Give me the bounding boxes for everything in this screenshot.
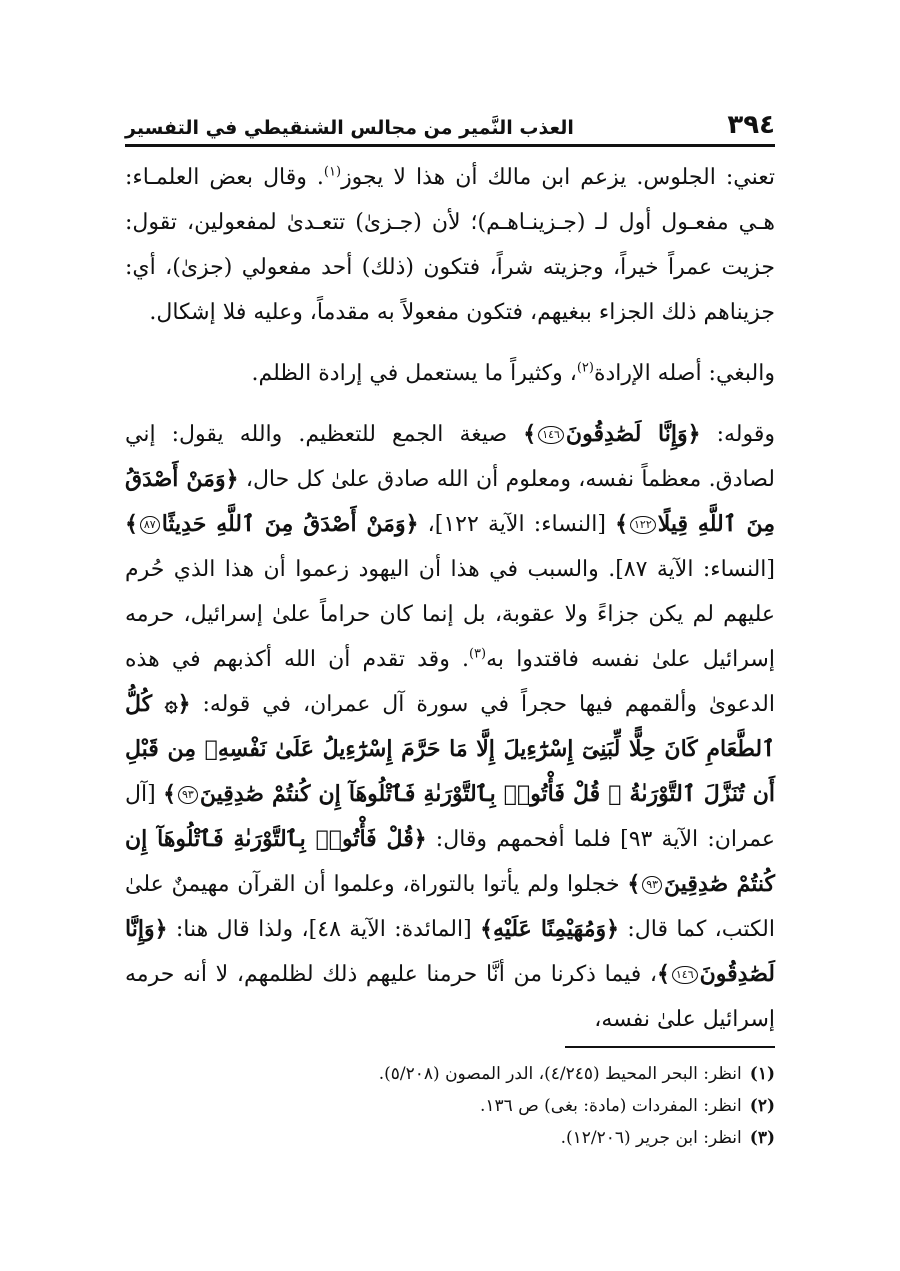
running-title: العذب النَّمير من مجالس الشنقيطي في التفسير [125,117,574,139]
body-text-run: [آل عمران: الآية ٩٣] فلما أفحمهم وقال: [125,782,775,852]
quran-verse: ﴾ [627,871,641,897]
footnote [125,1090,775,1122]
quran-verse: ﴾ [615,511,629,537]
quran-verse: ﴿وَمَنْ أَصْدَقُ مِنَ ٱللَّهِ حَدِيثًا [161,511,419,537]
quran-verse: ﴾ [125,511,138,537]
body-text-run: ، وكثيراً ما يستعمل في إرادة الظلم. [251,361,577,386]
body-text-run: . وقد تقدم أن الله أكذبهم في هذه الدعوىٰ وألقمهم فيها حجراً في سورة آل عمران، في قوله: [125,647,776,717]
ayah-number-mark: ١٢٢ [630,516,656,534]
body-text-run: خجلوا ولم يأتوا بالتوراة، وعلموا أن القرآن مهيمنٌ علىٰ الكتب، كما قال: [125,872,775,942]
footnote-reference: (٢) [576,360,594,376]
ayah-number-mark: ١٤٦ [672,966,698,984]
quran-verse: ﴿۞ كُلُّ ٱلطَّعَامِ كَانَ حِلًّا لِّبَنِىٓ إِسْرَٰٓءِيلَ إِلَّا مَا حَرَّمَ إِسْرَٰٓءِيلُ عَلَىٰ نَفْسِهِۦ مِن قَبْلِ أَن تُنَزَّلَ ٱلتَّوْرَىٰةُ ۗ قُلْ فَأْتُوا۟ بِٱلتَّوْرَىٰةِ فَٱتْلُوهَآ إِن كُنتُمْ صَٰدِقِينَ [125,691,775,807]
quran-verse: ﴿وَإِنَّا لَصَٰدِقُونَ [565,421,701,447]
quran-verse: ﴾ [657,961,670,987]
body-text-run: . وقال بعض العلمـاء: هـي مفعـول أول لـ (جـزينـاهـم)؛ لأن (جـزىٰ) تتعـدىٰ لمفعولين، تقول: جزيت عمراً خيراً، وجزيته شراً، فتكون (ذلك) أحد مفعولي (جزىٰ)، أي: جزيناهم ذلك الجزاء ببغيهم، فتكون مفعولاً به مقدماً، وعليه فلا إشكال. [125,165,775,325]
paragraph [125,155,775,335]
paragraph [125,412,775,1042]
ayah-number-mark: ٩٣ [642,876,662,894]
footnote-text: انظر: ابن جرير (١٢/٢٠٦). [560,1128,742,1148]
quran-verse: ﴾ [523,421,537,447]
footnote [125,1058,775,1090]
quran-verse: ﴿وَمَنْ أَصْدَقُ مِنَ ٱللَّهِ قِيلًا [125,466,775,537]
body-text-run: تعني: الجلوس. يزعم ابن مالك أن هذا لا يجوز [341,165,776,190]
body-text-run: ، فيما ذكرنا من أنَّا حرمنا عليهم ذلك لظلمهم، لا أنه حرمه إسرائيل علىٰ نفسه، [125,962,775,1032]
quran-verse: ﴿وَإِنَّا لَصَٰدِقُونَ [125,916,775,987]
footnote-text: انظر: البحر المحيط (٤/٢٤٥)، الدر المصون (٥/٢٠٨). [378,1064,742,1084]
body-text-run: والبغي: أصله الإرادة [593,361,775,386]
ayah-number-mark: ٨٧ [140,516,160,534]
footnote-text: انظر: المفردات (مادة: بغى) ص ١٣٦. [480,1096,742,1116]
quran-verse: ﴿وَمُهَيْمِنًا عَلَيْهِ﴾ [480,916,619,942]
body-text-run: [المائدة: الآية ٤٨]، ولذا قال هنا: [167,917,481,942]
footnote-reference: (١) [323,164,342,180]
body-text-run: [النساء: الآية ١٢٢]، [418,512,616,537]
body-text-run: وقوله: [700,422,775,447]
ayah-number-mark: ١٤٦ [538,426,564,444]
footnote-number: (١) [749,1064,775,1084]
footnote-number: (٣) [749,1128,775,1148]
footnote-reference: (٣) [468,646,487,662]
body-text-run: [النساء: الآية ٨٧]. والسبب في هذا أن اليهود زعموا أن هذا الذي حُرم عليهم لم يكن جزاءً ولا عقوبة، بل إنما كان حراماً علىٰ إسرائيل، حرمه إسرائيل علىٰ نفسه فاقتدوا به [125,557,776,672]
body-text-run: صيغة الجمع للتعظيم. والله يقول: إني لصادق. معظماً نفسه، ومعلوم أن الله صادق علىٰ كل حال، [125,422,775,492]
paragraph [125,351,775,396]
quran-verse: ﴾ [163,781,176,807]
quran-verse: ﴿قُلْ فَأْتُوا۟ بِٱلتَّوْرَىٰةِ فَٱتْلُوهَآ إِن كُنتُمْ صَٰدِقِينَ [125,826,775,897]
ayah-number-mark: ٩٣ [178,786,198,804]
footnote [125,1122,775,1154]
page-number: ٣٩٤ [727,110,775,140]
page-header [125,92,775,138]
header-rule [125,144,775,147]
footnotes [125,1058,775,1154]
footnote-separator [565,1046,775,1048]
footnote-number: (٢) [749,1096,775,1116]
body-text [125,155,775,1058]
